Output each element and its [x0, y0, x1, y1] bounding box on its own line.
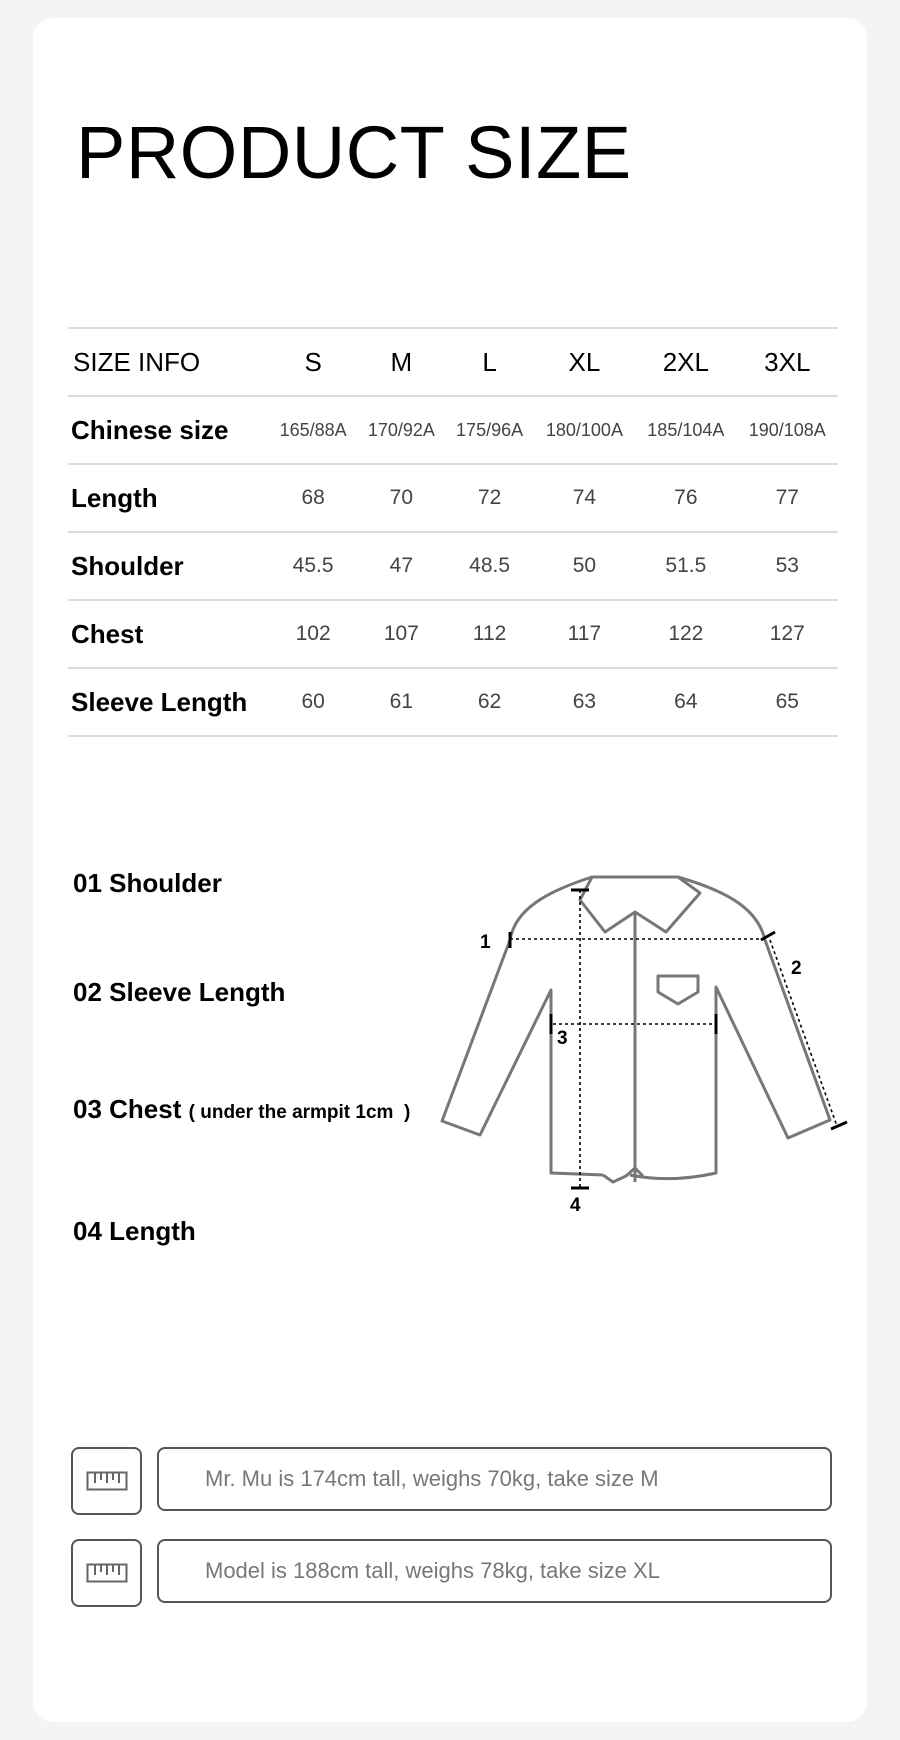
shirt-outline — [442, 877, 830, 1182]
table-cell: 112 — [472, 622, 507, 645]
marker-4: 4 — [570, 1195, 581, 1216]
table-cell: 190/108A — [748, 419, 826, 440]
row-label: Shoulder — [71, 550, 184, 581]
row-label: Chest — [71, 618, 144, 649]
table-header-row — [68, 328, 838, 396]
table-cell: 45.5 — [292, 554, 334, 577]
table-cell: 62 — [477, 690, 502, 713]
table-cell: 127 — [769, 622, 805, 645]
table-cell: 117 — [567, 622, 602, 645]
table-cell: 72 — [477, 486, 502, 509]
ruler-icon — [71, 1539, 142, 1607]
marker-3: 3 — [557, 1028, 568, 1049]
model-info-row — [71, 1447, 836, 1515]
table-cell: 61 — [389, 690, 414, 713]
ruler-icon — [71, 1447, 142, 1515]
table-cell: 175/96A — [456, 419, 524, 440]
table-cell: 63 — [572, 690, 597, 713]
table-cell: 60 — [301, 690, 325, 713]
table-cell: 180/100A — [545, 419, 623, 440]
shirt-diagram — [440, 870, 850, 1220]
table-cell: 70 — [389, 486, 414, 509]
table-row — [68, 464, 838, 532]
table-cell: 77 — [775, 486, 799, 509]
table-cell: 51.5 — [665, 554, 707, 577]
size-table — [68, 327, 838, 737]
table-row — [68, 600, 838, 668]
model-info-text: Model is 188cm tall, weighs 78kg, take size XL — [157, 1539, 832, 1603]
page-title: PRODUCT SIZE — [76, 111, 632, 194]
size-header: M — [390, 346, 413, 377]
table-cell: 170/92A — [367, 419, 435, 440]
model-info-text: Mr. Mu is 174cm tall, weighs 70kg, take size M — [157, 1447, 832, 1511]
row-label: Length — [71, 482, 158, 513]
table-cell: 76 — [674, 486, 698, 509]
table-cell: 107 — [383, 622, 419, 645]
table-row — [68, 532, 838, 600]
table-cell: 185/104A — [647, 419, 725, 440]
size-header: XL — [568, 346, 601, 377]
table-cell: 102 — [295, 622, 331, 645]
shoulder-label: 01 Shoulder — [73, 868, 222, 898]
marker-2: 2 — [791, 958, 802, 979]
row-label: Sleeve Length — [71, 686, 248, 717]
table-cell: 74 — [572, 486, 597, 509]
table-cell: 68 — [301, 486, 325, 509]
sleeve-length-label: 02 Sleeve Length — [73, 977, 286, 1007]
row-label: Chinese size — [71, 414, 229, 445]
chest-note: ( under the armpit 1cm ) — [188, 1102, 411, 1123]
chest-label: 03 Chest — [73, 1094, 182, 1124]
table-cell: 64 — [674, 690, 698, 713]
ruler-icon-glyph — [86, 1471, 128, 1491]
size-header: 2XL — [662, 346, 709, 377]
table-cell: 165/88A — [279, 419, 347, 440]
table-cell: 50 — [572, 554, 597, 577]
table-cell: 53 — [775, 554, 799, 577]
size-header: 3XL — [764, 346, 811, 377]
table-cell: 48.5 — [469, 554, 511, 577]
table-cell: 122 — [668, 622, 704, 645]
size-info-header: SIZE INFO — [73, 346, 201, 377]
chest-label-row — [73, 1094, 410, 1125]
table-cell: 47 — [389, 554, 414, 577]
table-row — [68, 396, 838, 464]
size-header: L — [482, 346, 497, 377]
size-header: S — [304, 346, 322, 377]
table-cell: 65 — [775, 690, 799, 713]
table-row — [68, 668, 838, 736]
length-label: 04 Length — [73, 1216, 196, 1246]
marker-1: 1 — [480, 932, 491, 953]
model-info-row — [71, 1539, 836, 1607]
ruler-icon-glyph — [86, 1563, 128, 1583]
